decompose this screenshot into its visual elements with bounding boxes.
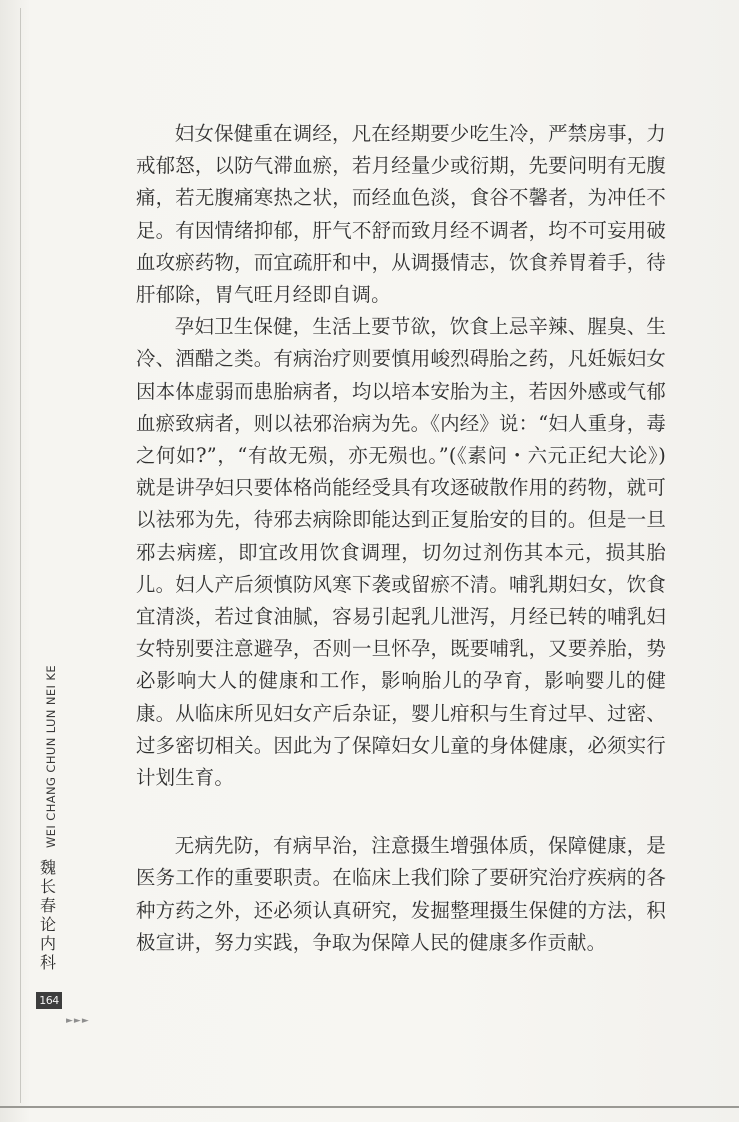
paragraph-gynecology-care: 妇女保健重在调经，凡在经期要少吃生冷，严禁房事，力戒郁怒，以防气滞血瘀，若月经量少或衍期，先要问明有无腹痛，若无腹痛寒热之状，而经血色淡，食谷不馨者，为冲任不足。有因情绪抑郁，肝气不舒而致月经不调者，均不可妄用破血攻瘀药物，而宜疏肝和中，从调摄情志，饮食养胃着手，待肝郁除，胃气旺月经即自调。 — [136, 122, 666, 307]
running-title-pinyin: WEI CHANG CHUN LUN NEI KE — [44, 665, 58, 848]
running-title-char: 内 — [39, 934, 56, 953]
running-title-chinese — [37, 858, 59, 972]
running-title-char: 科 — [39, 953, 56, 972]
running-title-char: 长 — [39, 877, 56, 896]
body-text — [136, 118, 666, 959]
running-title-char: 春 — [39, 896, 56, 915]
running-title-char: 论 — [39, 915, 56, 934]
arrow-icon: ►►► — [66, 1016, 90, 1026]
paragraph-pregnancy-care: 孕妇卫生保健，生活上要节欲，饮食上忌辛辣、腥臭、生冷、酒醋之类。有病治疗则要慎用峻烈碍胎之药，凡妊娠妇女因本体虚弱而患胎病者，均以培本安胎为主，若因外感或气郁血瘀致病者，则以祛邪治病为先。《内经》说：“妇人重身，毒之何如?”，“有故无殒，亦无殒也。”(《素问・六元正纪大论》)就是讲孕妇只要体格尚能经受具有攻逐破散作用的药物，就可以祛邪为先，待邪去病除即能达到正复胎安的目的。但是一旦邪去病瘥，即宜改用饮食调理，切勿过剂伤其本元，损其胎儿。妇人产后须慎防风寒下袭或留瘀不清。哺乳期妇女，饮食宜清淡，若过食油腻，容易引起乳儿泄泻，月经已转的哺乳妇女特别要注意避孕，否则一旦怀孕，既要哺乳，又要养胎，势必影响大人的健康和工作，影响胎儿的孕育，影响婴儿的健康。从临床所见妇女产后杂证，婴儿疳积与生育过早、过密、过多密切相关。因此为了保障妇女儿童的身体健康，必须实行计划生育。 — [136, 315, 666, 790]
bottom-edge-line — [0, 1106, 739, 1108]
page-number: 164 — [36, 992, 62, 1009]
running-title-char: 魏 — [39, 858, 56, 877]
page-gutter-line — [20, 8, 21, 1103]
paragraph-prevention: 无病先防，有病早治，注意摄生增强体质，保障健康，是医务工作的重要职责。在临床上我们除了要研究治疗疾病的各种方药之外，还必须认真研究，发掘整理摄生保健的方法，积极宣讲，努力实践，争取为保障人民的健康多作贡献。 — [136, 834, 666, 954]
